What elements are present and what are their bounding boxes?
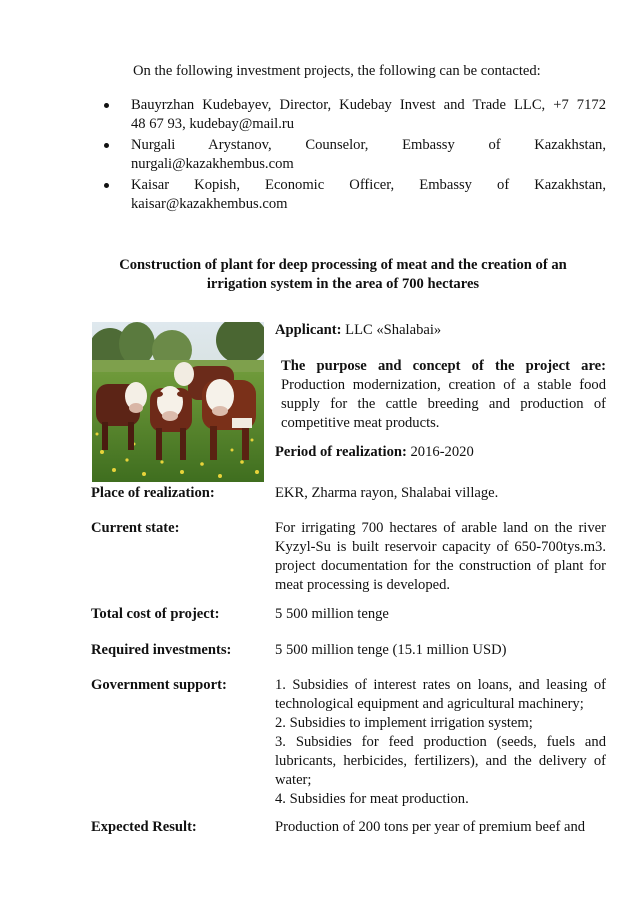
contact-item: [100, 176, 606, 214]
support-line: 1. Subsidies of interest rates on loans, and leasing of: [275, 677, 606, 693]
place-value: EKR, Zharma rayon, Shalabai village.: [275, 485, 499, 501]
period-value: 2016-2020: [406, 444, 474, 460]
contact-list: [100, 96, 606, 216]
support-line: technological equipment and agricultural machinery;: [275, 696, 584, 712]
project-title: [90, 256, 596, 294]
support-line: lubricants, herbicides, fertilizers), and the delivery of: [275, 753, 606, 769]
contact-item: [100, 136, 606, 174]
required-investments-value: 5 500 million tenge (15.1 million USD): [275, 642, 507, 658]
contact-item: [100, 96, 606, 134]
place-label: Place of realization:: [91, 485, 215, 501]
cattle-photo: [92, 322, 264, 482]
contact-line: Nurgali Arystanov, Counselor, Embassy of Kazakhstan,: [131, 137, 606, 153]
support-line: water;: [275, 772, 312, 788]
government-support-value: [275, 676, 606, 809]
current-state-line: Kyzyl-Su is built reservoir capacity of 650-700tys.m3.: [275, 539, 606, 555]
contact-line: 48 67 93, kudebay@mail.ru: [131, 116, 294, 132]
bullet-icon: [104, 183, 109, 188]
applicant-line: [275, 321, 605, 340]
purpose-label: The purpose and concept of the project are:: [281, 358, 606, 374]
current-state-line: meat processing is developed.: [275, 577, 451, 593]
applicant-label: Applicant:: [275, 322, 342, 338]
support-line: 3. Subsidies for feed production (seeds, fuels and: [275, 734, 606, 750]
expected-result-label: Expected Result:: [91, 819, 197, 835]
total-cost-value: 5 500 million tenge: [275, 606, 389, 622]
government-support-label: Government support:: [91, 677, 227, 693]
period-label: Period of realization:: [275, 444, 407, 460]
purpose-block: [281, 357, 606, 433]
intro-text: On the following investment projects, the following can be contacted:: [133, 63, 541, 79]
bullet-icon: [104, 103, 109, 108]
bullet-icon: [104, 143, 109, 148]
contact-line: kaisar@kazakhembus.com: [131, 196, 288, 212]
contact-line: Bauyrzhan Kudebayev, Director, Kudebay Invest and Trade LLC, +7 7172: [131, 97, 606, 113]
purpose-line: competitive meat products.: [281, 415, 440, 431]
purpose-line: Production modernization, creation of a stable food: [281, 377, 606, 393]
current-state-value: [275, 519, 606, 595]
project-title-line: irrigation system in the area of 700 hectares: [206, 276, 480, 292]
support-line: 2. Subsidies to implement irrigation system;: [275, 715, 533, 731]
period-line: [275, 443, 605, 462]
current-state-line: project documentation for the construction of plant for: [275, 558, 606, 574]
project-title-line: Construction of plant for deep processing of meat and the creation of an: [119, 257, 567, 273]
support-line: 4. Subsidies for meat production.: [275, 791, 469, 807]
current-state-label: Current state:: [91, 520, 180, 536]
purpose-line: supply for the cattle breeding and production of: [281, 396, 606, 412]
applicant-value: LLC «Shalabai»: [341, 322, 442, 338]
contact-line: Kaisar Kopish, Economic Officer, Embassy of Kazakhstan,: [131, 177, 606, 193]
current-state-line: For irrigating 700 hectares of arable land on the river: [275, 520, 606, 536]
required-investments-label: Required investments:: [91, 642, 232, 658]
contact-line: nurgali@kazakhembus.com: [131, 156, 294, 172]
expected-result-value: Production of 200 tons per year of premium beef and: [275, 819, 586, 835]
total-cost-label: Total cost of project:: [91, 606, 220, 622]
